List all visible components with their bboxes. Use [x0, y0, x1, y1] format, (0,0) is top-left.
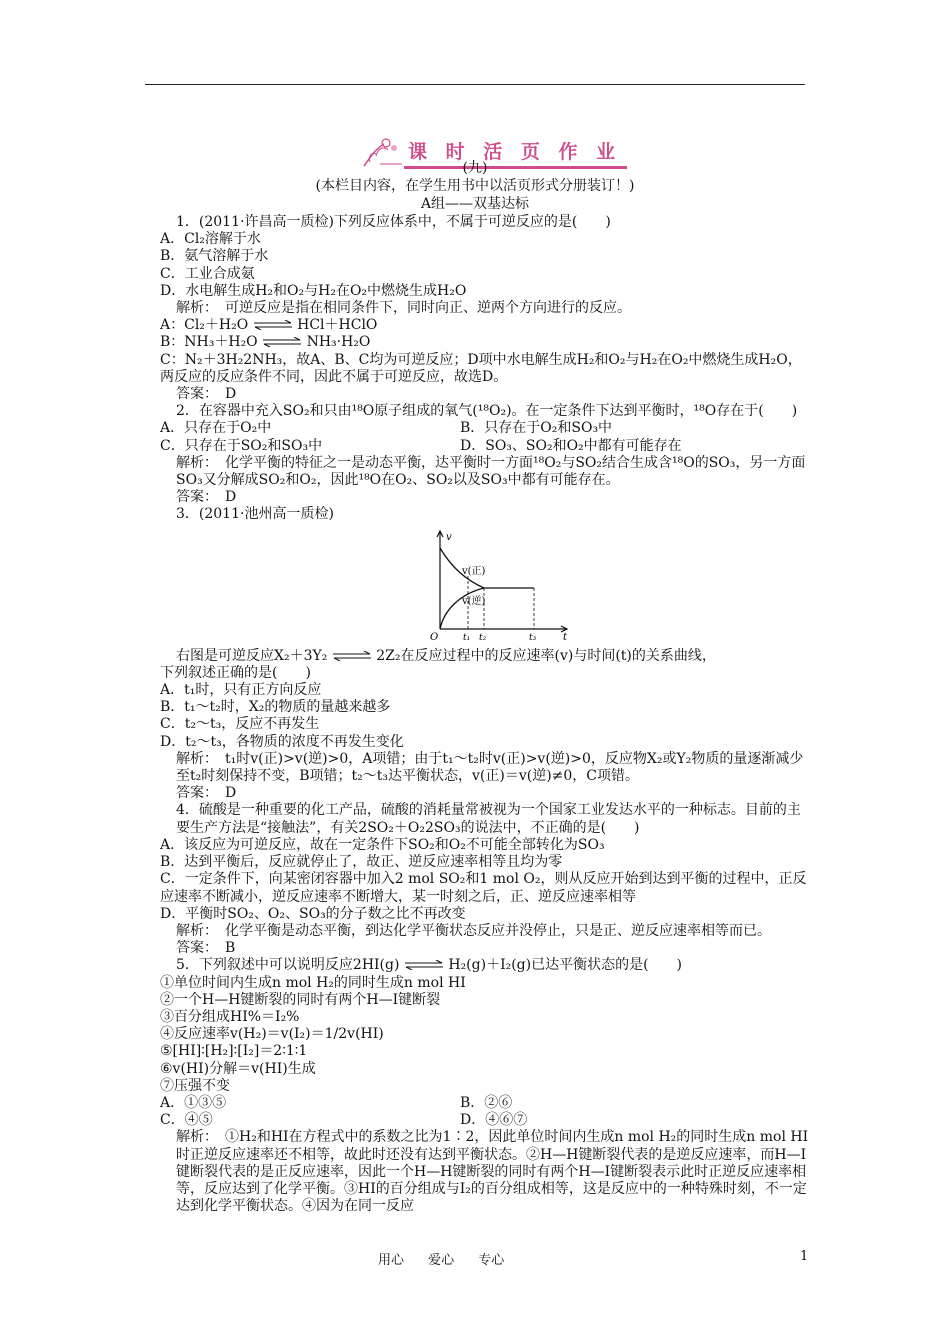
q2-option-d: D．SO₃、SO₂和O₂中都有可能存在: [460, 437, 682, 454]
q3-option-a: A．t₁时，只有正方向反应: [160, 682, 322, 699]
reversible-arrow-icon: [262, 337, 302, 347]
banner-title: 课 时 活 页 作 业: [404, 137, 627, 169]
q2-stem: 2．在容器中充入SO₂和只由¹⁸O原子组成的氧气(¹⁸O₂)。在一定条件下达到平衡时，¹⁸O存在于( ): [176, 403, 798, 420]
q1-explanation: C：N₂＋3H₂2NH₃，故A、B、C均为可逆反应；D项中水电解生成H₂和O₂与H₂在O₂中燃烧生成H₂O，两反应的反应条件不同，因此不属于可逆反应，故选D。: [160, 351, 802, 385]
series-label-reverse: v(逆): [462, 595, 486, 607]
q2-analysis: 解析： 化学平衡的特征之一是动态平衡，达平衡时一方面¹⁸O₂与SO₂结合生成含¹⁸O的SO₃，另一方面SO₃又分解成SO₂和O₂，因此¹⁸O在O₂、SO₂以及SO₃中都有可能存在。: [176, 454, 806, 489]
q2-option-b: B．只存在于O₂和SO₃中: [460, 420, 613, 437]
x-axis-label: t: [563, 631, 568, 643]
q3-option-c: C．t₂～t₃，反应不再发生: [160, 716, 320, 733]
q5-options-row-2: [160, 1112, 810, 1129]
q2-options-row-2: [160, 438, 810, 455]
q1-option-a: A．Cl₂溶解于水: [160, 231, 261, 248]
q5-options-row-1: [160, 1095, 810, 1112]
q5-item-6: ⑥v(HI)分解＝v(HI)生成: [160, 1060, 316, 1077]
rate-time-chart-svg: [422, 526, 572, 644]
q1-analysis: 解析： 可逆反应是指在相同条件下，同时向正、逆两个方向进行的反应。: [176, 300, 631, 317]
q5-option-b: B．②⑥: [460, 1094, 513, 1111]
q3-text-2: 下列叙述正确的是( ): [160, 664, 311, 681]
q4-stem: 4．硫酸是一种重要的化工产品，硫酸的消耗量常被视为一个国家工业发达水平的一种标志。目前的主要生产方法是“接触法”，有关2SO₂＋O₂2SO₃的说法中，不正确的是( ): [176, 802, 801, 836]
q3-answer: 答案： D: [176, 785, 237, 802]
q5-item-7: ⑦压强不变: [160, 1077, 230, 1094]
page-number: 1: [800, 1249, 809, 1264]
q2-option-a: A．只存在于O₂中: [160, 420, 272, 437]
q2-answer: 答案： D: [176, 489, 237, 506]
reversible-arrow-icon: [332, 651, 372, 661]
q5-item-1: ①单位时间内生成n mol H₂的同时生成n mol HI: [160, 974, 466, 991]
series-label-forward: v(正): [462, 565, 486, 577]
q4-option-c: C．一定条件下，向某密闭容器中加入2 mol SO₂和1 mol O₂，则从反应开始到达到平衡的过程中，正反应速率不断减小，逆反应速率不断增大，某一时刻之后，正、逆反应速率相等: [160, 871, 807, 905]
q5-item-4: ④反应速率v(H₂)＝v(I₂)＝1/2v(HI): [160, 1026, 384, 1043]
q1-equation-a: A：Cl₂＋H₂O HCl＋HClO: [160, 317, 378, 334]
group-title: A组——双基达标: [420, 196, 530, 212]
q3-text: 右图是可逆反应X₂＋3Y₂ 2Z₂在反应过程中的反应速率(v)与时间(t)的关系曲线，: [176, 647, 716, 664]
q3-analysis: 解析： t₁时v(正)>v(逆)>0，A项错；由于t₁～t₂时v(正)>v(逆)>0，反应物X₂或Y₂物质的量逐渐减少至t₂时刻保持不变，B项错；t₂～t₃达平衡状态，v(正)＝v(逆)≠0，C项错。: [176, 750, 804, 785]
x-tick-label-t1: t₁: [463, 632, 471, 643]
q2-option-c: C．只存在于SO₂和SO₃中: [160, 437, 323, 454]
q1-option-b: B．氨气溶解于水: [160, 248, 269, 265]
q1-option-d: D．水电解生成H₂和O₂与H₂在O₂中燃烧生成H₂O: [160, 282, 467, 299]
q4-option-d: D．平衡时SO₂、O₂、SO₃的分子数之比不再改变: [160, 905, 466, 922]
q5-option-c: C．④⑤: [160, 1112, 213, 1129]
q4-analysis: 解析： 化学平衡是动态平衡，到达化学平衡状态反应并没停止，只是正、逆反应速率相等而已。: [176, 922, 771, 939]
q5-stem: 5．下列叙述中可以说明反应2HI(g) H₂(g)＋I₂(g)已达平衡状态的是( ): [176, 957, 683, 974]
q4-option-a: A．该反应为可逆反应，故在一定条件下SO₂和O₂不可能全部转化为SO₃: [160, 836, 605, 853]
x-tick-label-t3: t₃: [529, 632, 537, 643]
question-list: [160, 214, 810, 1215]
q5-item-3: ③百分组成HI%＝I₂%: [160, 1008, 300, 1025]
reversible-arrow-icon: [404, 960, 444, 970]
q5-option-a: A．①③⑤: [160, 1094, 227, 1111]
q4-option-b: B．达到平衡后，反应就停止了，故正、逆反应速率相等且均为零: [160, 854, 563, 871]
q1-equation-b: B：NH₃＋H₂O NH₃·H₂O: [160, 334, 371, 351]
binding-note: (本栏目内容，在学生用书中以活页形式分册装订！): [315, 178, 635, 194]
q3-stem: 3．(2011·池州高一质检): [176, 506, 334, 523]
q2-options-row-1: [160, 420, 810, 437]
q3-option-d: D．t₂～t₃，各物质的浓度不再发生变化: [160, 733, 404, 750]
q3-option-b: B．t₁～t₂时，X₂的物质的量越来越多: [160, 699, 391, 716]
origin-label: O: [430, 631, 439, 643]
q4-answer: 答案： B: [176, 940, 236, 957]
header-rule: [145, 84, 805, 85]
series-line-reverse: [440, 588, 484, 629]
series-line-forward: [440, 548, 534, 588]
rate-time-chart: [160, 526, 810, 644]
q1-stem: 1．(2011·许昌高一质检)下列反应体系中，不属于可逆反应的是( ): [176, 214, 611, 230]
q1-option-c: C．工业合成氨: [160, 265, 255, 282]
x-tick-label-t2: t₂: [479, 632, 487, 643]
q5-analysis: 解析： ①H₂和HI在方程式中的系数之比为1∶2，因此单位时间内生成n mol H₂的同时生成n mol HI时正逆反应速率还不相等，故此时还没有达到平衡状态。②H—H键断裂代表的是逆反应速率，而H—I键断裂代表的是正反应速率，因此一个H—H键断裂的同时有两个H—I键断裂表示此时正逆反应速率相等，反应达到了化学平衡。③HI的百分组成与I₂的百分组成相等，这是反应中的一种特殊时刻，不一定达到化学平衡状态。④因为在同一反应: [176, 1129, 809, 1215]
q5-option-d: D．④⑥⑦: [460, 1112, 528, 1129]
lesson-number: (九): [462, 160, 488, 176]
q5-item-2: ②一个H—H键断裂的同时有两个H—I键断裂: [160, 991, 441, 1008]
q1-answer: 答案： D: [176, 386, 237, 403]
q5-item-5: ⑤[HI]∶[H₂]∶[I₂]＝2∶1∶1: [160, 1043, 308, 1060]
reversible-arrow-icon: [253, 320, 293, 330]
footer-motto: 用心 爱心 专心: [378, 1253, 505, 1268]
y-axis-label: v: [446, 531, 452, 543]
